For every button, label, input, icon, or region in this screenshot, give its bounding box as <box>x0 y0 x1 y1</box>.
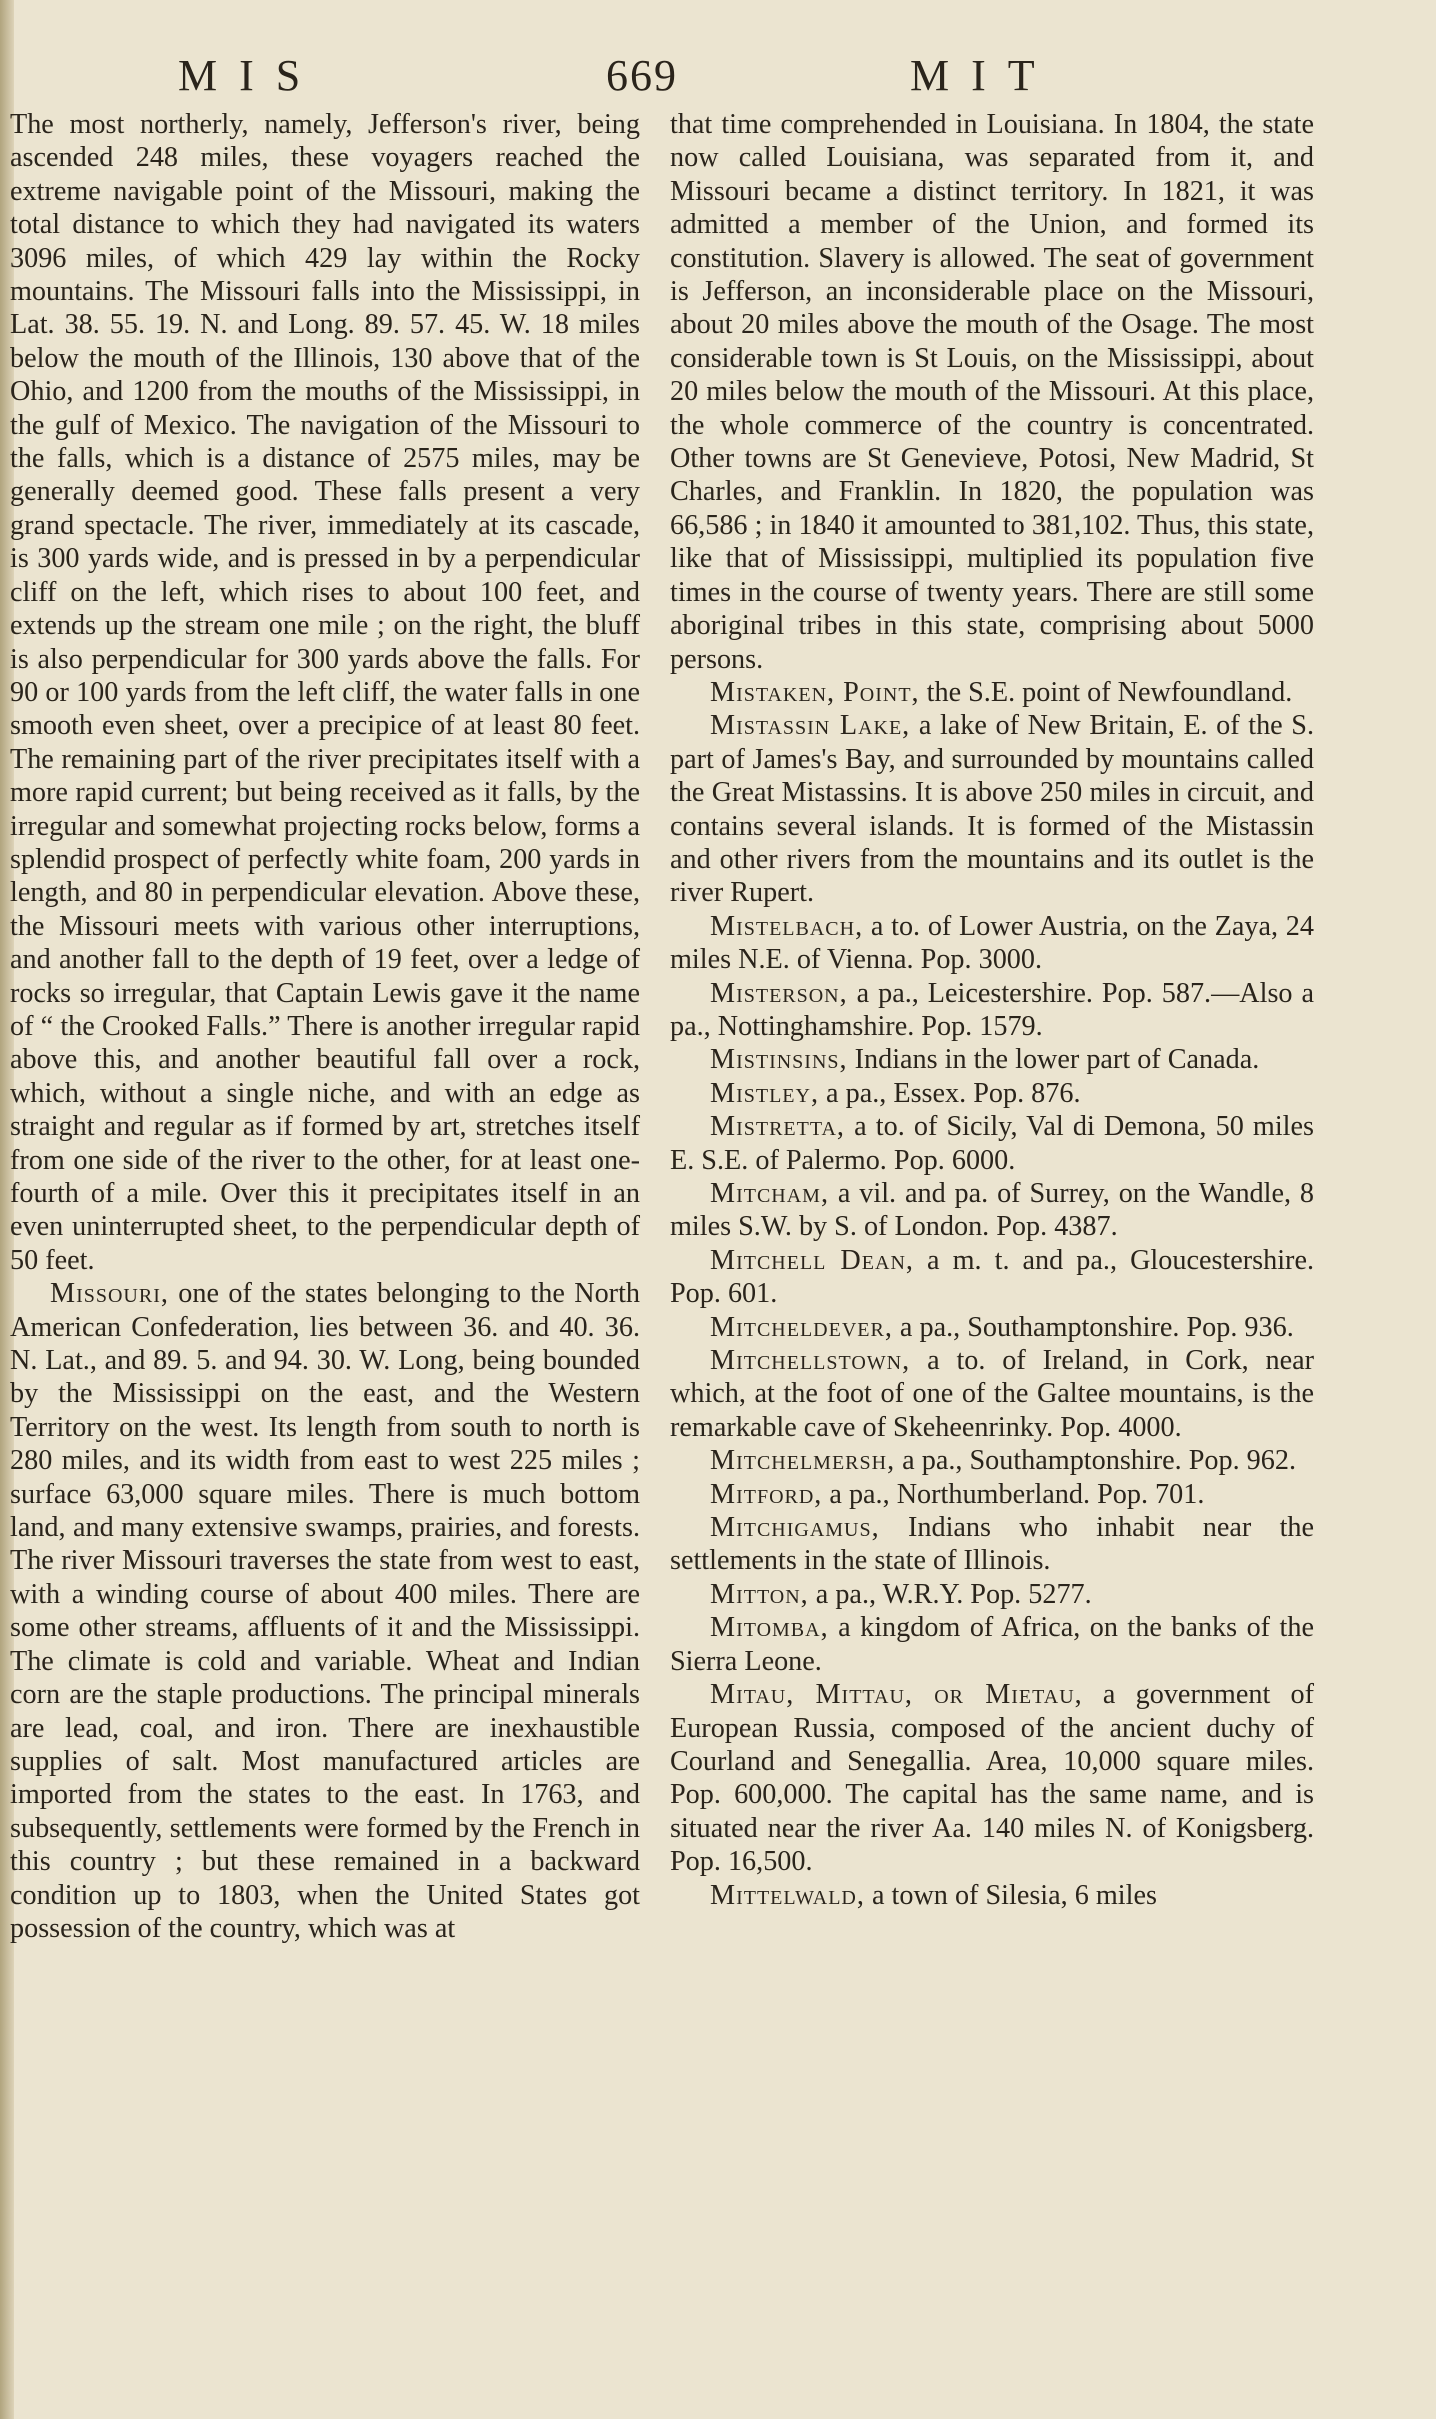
entry-text: a pa., Southamptonshire. Pop. 936. <box>899 1311 1294 1343</box>
paragraph <box>670 1177 1314 1244</box>
entry-head: Mistinsins, <box>710 1044 848 1076</box>
paragraph <box>670 1879 1314 1912</box>
entry-text: Indians in the lower part of Canada. <box>854 1044 1260 1076</box>
entry-text: a kingdom of Africa, on the banks of the Sierra Leone. <box>670 1612 1314 1677</box>
entry-text: a pa., W.R.Y. Pop. 5277. <box>815 1578 1092 1610</box>
entry-head: Mitchelmersh, <box>710 1445 896 1477</box>
paragraph <box>670 1311 1314 1344</box>
entry-head: Mitcheldever, <box>710 1311 893 1343</box>
entry-head: Mitchell Dean, <box>710 1244 914 1276</box>
entry-text: Indians who inhabit near the settlements in the state of Illinois. <box>670 1512 1315 1577</box>
paragraph <box>670 709 1314 909</box>
entry-text: a m. t. and pa., Gloucestershire. Pop. 601. <box>670 1244 1314 1310</box>
paragraph <box>670 1511 1314 1578</box>
entry-text: a pa., Essex. Pop. 876. <box>826 1077 1081 1109</box>
entry-text: that time comprehended in Louisiana. In 1804, the state now called Louisiana, was separated from it, and Missouri became a distinct territory. In 1821, it was admitted a member of the Union, and formed its constitution. Slavery is allowed. The seat of government is Jefferson, an inconsiderable place on the Missouri, about 20 miles above the mouth of the Osage. The most considerable town is St Louis, on the Mississippi, about 20 miles below the mouth of the Missouri. At this place, the whole commerce of the country is concentrated. Other towns are St Genevieve, Potosi, New Madrid, St Charles, and Franklin. In 1820, the population was 66,586 ; in 1840 it amounted to 381,102. Thus, this state, like that of Mississippi, multiplied its population five times in the course of twenty years. There are still some aboriginal tribes in this state, comprising about 5000 persons. <box>670 109 1314 675</box>
entry-head: Mitau, Mittau, or Mietau, <box>710 1679 1083 1711</box>
paragraph <box>670 1077 1314 1110</box>
left-column <box>10 108 640 1945</box>
header-right-guide: MIT <box>910 51 1057 100</box>
entry-text: a pa., Leicestershire. Pop. 587.—Also a pa., Nottinghamshire. Pop. 1579. <box>670 977 1314 1042</box>
entry-text: a pa., Southamptonshire. Pop. 962. <box>902 1445 1296 1477</box>
entry-head: Misterson, <box>710 977 848 1009</box>
entry-text: a to. of Sicily, Val di Demona, 50 miles E. S.E. of Palermo. Pop. 6000. <box>670 1111 1314 1176</box>
paragraph <box>670 1043 1314 1076</box>
entry-text: a vil. and pa. of Surrey, on the Wandle, 8 miles S.W. by S. of London. Pop. 4387. <box>670 1178 1315 1243</box>
entry-head: Mitomba, <box>710 1612 829 1644</box>
header-left-guide: MIS <box>178 51 323 100</box>
entry-text: a to. of Lower Austria, on the Zaya, 24 miles N.E. of Vienna. Pop. 3000. <box>670 910 1314 976</box>
paragraph <box>670 1244 1314 1311</box>
paragraph <box>670 676 1314 709</box>
page-number: 669 <box>606 51 678 100</box>
entry-head: Mitton, <box>710 1578 809 1610</box>
paragraph <box>10 1277 640 1945</box>
entry-head: Mittelwald, <box>710 1879 865 1911</box>
entry-head: Mitcham, <box>710 1178 829 1209</box>
entry-head: Mistley, <box>710 1077 819 1109</box>
entry-head: Mitchellstown, <box>710 1345 911 1377</box>
entry-head: Mitchigamus, <box>710 1512 880 1544</box>
paragraph <box>670 1444 1314 1477</box>
right-column <box>670 108 1314 1912</box>
paragraph <box>670 1478 1314 1511</box>
entry-head: Mistassin Lake, <box>710 710 911 742</box>
entry-head: Mitford, <box>710 1478 823 1510</box>
entry-text: a to. of Ireland, in Cork, near which, at the foot of one of the Galtee mountains, is the remarkable cave of Skeheenrinky. Pop. 4000. <box>670 1345 1314 1443</box>
entry-text: a town of Silesia, 6 miles <box>871 1879 1157 1911</box>
entry-head: Mistaken, Point, <box>710 676 920 708</box>
entry-text: a government of European Russia, composed of the ancient duchy of Courland and Senegallia. Area, 10,000 square miles. Pop. 600,000. The capital has the same name, and is situated near the river Aa. 140 miles N. of Konigsberg. Pop. 16,500. <box>670 1679 1314 1878</box>
entry-head: Missouri, <box>50 1278 169 1310</box>
entry-text: The most northerly, namely, Jefferson's river, being ascended 248 miles, these voyagers reached the extreme navigable point of the Missouri, making the total distance to which they had navigated its waters 3096 miles, of which 429 lay within the Rocky mountains. The Missouri falls into the Mississippi, in Lat. 38. 55. 19. N. and Long. 89. 57. 45. W. 18 miles below the mouth of the Illinois, 130 above that of the Ohio, and 1200 from the mouths of the Mississippi, in the gulf of Mexico. The navigation of the Missouri to the falls, which is a distance of 2575 miles, may be generally deemed good. These falls present a very grand spectacle. The river, immediately at its cascade, is 300 yards wide, and is pressed in by a perpendicular cliff on the left, which rises to about 100 feet, and extends up the stream one mile ; on the right, the bluff is also perpendicular for 300 yards above the falls. For 90 or 100 yards from the left cliff, the water falls in one smooth even sheet, over a precipice of at least 80 feet. The remaining part of the river precipitates itself with a more rapid current; but being received as it falls, by the irregular and somewhat projecting rocks below, forms a splendid prospect of perfectly white foam, 200 yards in length, and 80 in perpendicular elevation. Above these, the Missouri meets with various other interruptions, and another fall to the depth of 19 feet, over a ledge of rocks so irregular, that Captain Lewis gave it the name of “ the Crooked Falls.” There is another irregular rapid above this, and another beautiful fall over a rock, which, without a single niche, and with an edge as straight and regular as if formed by art, stretches itself from one side of the river to the other, for at least one-fourth of a mile. Over this it precipitates itself in an even uninterrupted sheet, to the perpendicular depth of 50 feet. <box>10 109 640 1276</box>
paragraph <box>670 1578 1314 1611</box>
entry-text: a lake of New Britain, E. of the S. part of James's Bay, and surrounded by mountains called the Great Mistassins. It is above 250 miles in circuit, and contains several islands. It is formed of the Mistassin and other rivers from the mountains and its outlet is the river Rupert. <box>670 710 1315 909</box>
paragraph <box>670 910 1314 977</box>
entry-head: Mistretta, <box>710 1111 845 1143</box>
paragraph <box>670 1344 1314 1444</box>
paragraph <box>670 108 1314 676</box>
paragraph <box>670 977 1314 1044</box>
entry-head: Mistelbach, <box>710 910 864 942</box>
running-header <box>0 42 1436 112</box>
paragraph <box>670 1611 1314 1678</box>
paragraph <box>670 1110 1314 1177</box>
entry-text: one of the states belonging to the North American Confederation, lies between 36. and 40. 36. N. Lat., and 89. 5. and 94. 30. W. Long, being bounded by the Mississippi on the east, and the Western Territory on the west. Its length from south to north is 280 miles, and its width from east to west 225 miles ; surface 63,000 square miles. There is much bottom land, and many extensive swamps, prairies, and forests. The river Missouri traverses the state from west to east, with a winding course of about 400 miles. There are some other streams, affluents of it and the Mississippi. The climate is cold and variable. Wheat and Indian corn are the staple productions. The principal minerals are lead, coal, and iron. There are inexhaustible supplies of salt. Most manufactured articles are imported from the states to the east. In 1763, and subsequently, settlements were formed by the French in this country ; but these remained in a backward condition up to 1803, when the United States got possession of the country, which was at <box>10 1278 640 1944</box>
paragraph <box>670 1678 1314 1878</box>
entry-text: the S.E. point of Newfoundland. <box>926 676 1293 708</box>
paragraph <box>10 108 640 1277</box>
entry-text: a pa., Northumberland. Pop. 701. <box>829 1478 1205 1510</box>
